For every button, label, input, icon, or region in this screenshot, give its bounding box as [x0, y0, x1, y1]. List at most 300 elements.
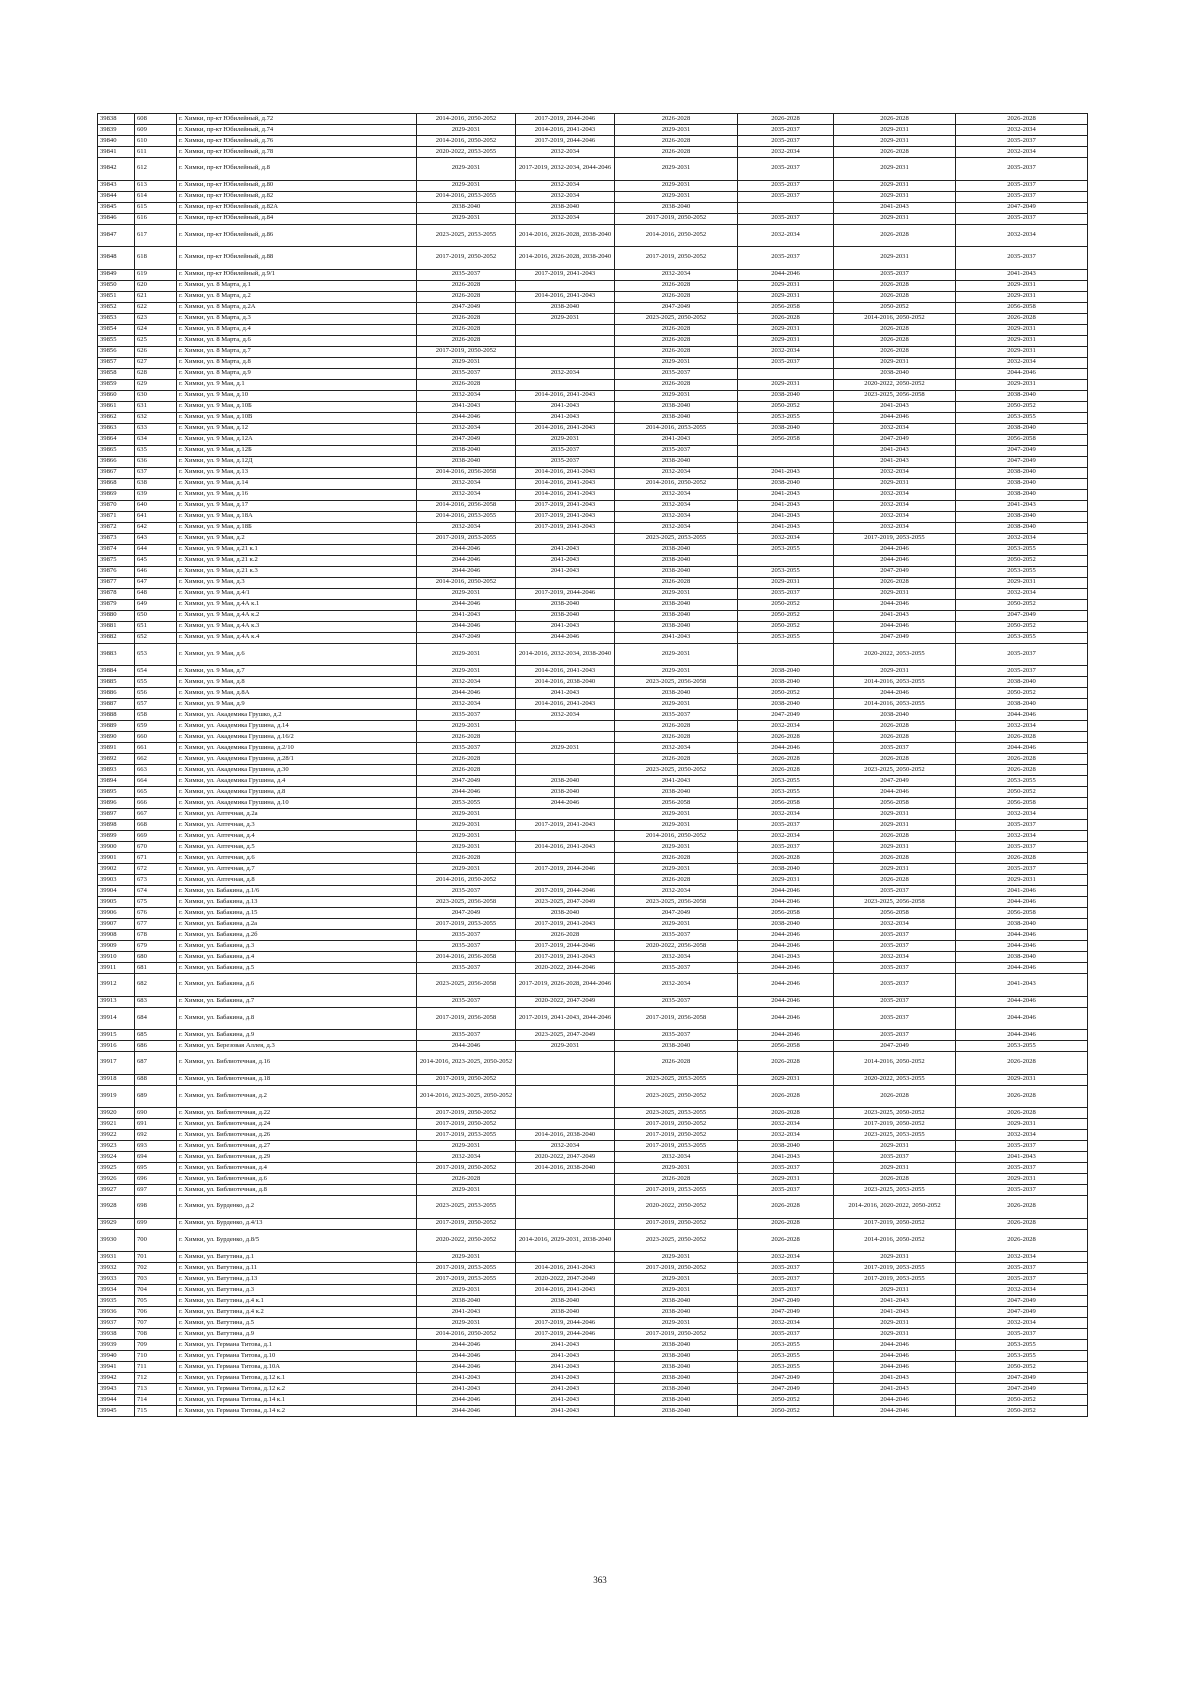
- table-row: [98, 875, 1088, 886]
- row-id-cell: 39887: [98, 699, 135, 710]
- period-cell: 2035-2037: [956, 213, 1088, 224]
- period-cell: 2023-2025, 2047-2049: [516, 897, 615, 908]
- period-cell: 2029-2031: [834, 478, 956, 489]
- period-cell: 2035-2037: [738, 1285, 834, 1296]
- period-cell: 2038-2040: [615, 1384, 738, 1395]
- period-cell: 2050-2052: [738, 599, 834, 610]
- period-cell: 2044-2046: [834, 688, 956, 699]
- period-cell: 2038-2040: [738, 699, 834, 710]
- row-number-cell: 689: [135, 1085, 177, 1108]
- row-number-cell: 713: [135, 1384, 177, 1395]
- period-cell: 2044-2046: [834, 1340, 956, 1351]
- period-cell: 2038-2040: [615, 401, 738, 412]
- period-cell: 2047-2049: [956, 1384, 1088, 1395]
- period-cell: 2026-2028: [738, 1196, 834, 1219]
- period-cell: 2053-2055: [956, 776, 1088, 787]
- row-number-cell: 641: [135, 511, 177, 522]
- period-cell: 2035-2037: [738, 136, 834, 147]
- period-cell: 2038-2040: [738, 919, 834, 930]
- period-cell: 2017-2019, 2041-2043: [516, 500, 615, 511]
- period-cell: 2029-2031: [615, 191, 738, 202]
- period-cell: 2017-2019, 2041-2043: [516, 919, 615, 930]
- row-number-cell: 682: [135, 974, 177, 997]
- period-cell: 2029-2031: [834, 666, 956, 677]
- row-number-cell: 697: [135, 1185, 177, 1196]
- period-cell: 2026-2028: [834, 721, 956, 732]
- address-cell: г. Химки, ул. Библиотечная, д.22: [177, 1108, 417, 1119]
- period-cell: 2026-2028: [834, 831, 956, 842]
- period-cell: 2044-2046: [956, 368, 1088, 379]
- period-cell: 2041-2043: [516, 401, 615, 412]
- table-row: [98, 963, 1088, 974]
- row-number-cell: 662: [135, 754, 177, 765]
- row-id-cell: 39894: [98, 776, 135, 787]
- period-cell: 2032-2034: [834, 500, 956, 511]
- period-cell: 2038-2040: [615, 202, 738, 213]
- period-cell: 2017-2019, 2044-2046: [516, 114, 615, 125]
- period-cell: 2014-2016, 2050-2052: [417, 136, 516, 147]
- period-cell: 2041-2043: [834, 456, 956, 467]
- period-cell: 2041-2043: [834, 202, 956, 213]
- period-cell: 2047-2049: [738, 1384, 834, 1395]
- table-row: [98, 180, 1088, 191]
- period-cell: 2041-2043: [956, 500, 1088, 511]
- table-row: [98, 941, 1088, 952]
- period-cell: 2047-2049: [956, 610, 1088, 621]
- period-cell: 2035-2037: [956, 1141, 1088, 1152]
- row-id-cell: 39883: [98, 643, 135, 666]
- period-cell: 2035-2037: [738, 842, 834, 853]
- row-id-cell: 39869: [98, 489, 135, 500]
- period-cell: 2026-2028: [956, 765, 1088, 776]
- row-number-cell: 618: [135, 247, 177, 270]
- address-cell: г. Химки, пр-кт Юбилейный, д.84: [177, 213, 417, 224]
- row-id-cell: 39928: [98, 1196, 135, 1219]
- period-cell: 2041-2043: [834, 401, 956, 412]
- period-cell: 2014-2016, 2053-2055: [834, 699, 956, 710]
- period-cell: 2026-2028: [615, 1052, 738, 1075]
- row-id-cell: 39912: [98, 974, 135, 997]
- period-cell: 2023-2025, 2053-2055: [615, 533, 738, 544]
- period-cell: 2026-2028: [738, 1052, 834, 1075]
- period-cell: 2044-2046: [956, 963, 1088, 974]
- table-row: [98, 1351, 1088, 1362]
- address-cell: г. Химки, ул. Академика Грушина, д.16/2: [177, 732, 417, 743]
- period-cell: 2032-2034: [615, 886, 738, 897]
- period-cell: 2041-2043: [417, 1373, 516, 1384]
- page-number: 363: [593, 1575, 607, 1585]
- period-cell: 2017-2019, 2056-2058: [417, 1007, 516, 1030]
- period-cell: 2038-2040: [615, 1041, 738, 1052]
- period-cell: 2026-2028: [738, 114, 834, 125]
- period-cell: 2026-2028: [615, 147, 738, 158]
- address-cell: г. Химки, ул. 8 Марта, д.9: [177, 368, 417, 379]
- row-number-cell: 695: [135, 1163, 177, 1174]
- period-cell: 2038-2040: [615, 1340, 738, 1351]
- row-number-cell: 670: [135, 842, 177, 853]
- address-cell: г. Химки, ул. Ватутина, д.3: [177, 1285, 417, 1296]
- row-id-cell: 39864: [98, 434, 135, 445]
- table-row: [98, 632, 1088, 643]
- period-cell: 2035-2037: [516, 456, 615, 467]
- period-cell: 2044-2046: [738, 996, 834, 1007]
- period-cell: 2026-2028: [615, 379, 738, 390]
- period-cell: 2044-2046: [417, 1340, 516, 1351]
- period-cell: 2035-2037: [834, 1007, 956, 1030]
- table-row: [98, 434, 1088, 445]
- period-cell: 2023-2025, 2050-2052: [834, 1108, 956, 1119]
- schedule-table: [97, 113, 1088, 1417]
- period-cell: 2044-2046: [417, 599, 516, 610]
- period-cell: 2038-2040: [615, 1351, 738, 1362]
- period-cell: 2053-2055: [738, 1362, 834, 1373]
- period-cell: 2029-2031: [417, 831, 516, 842]
- period-cell: 2047-2049: [417, 434, 516, 445]
- row-number-cell: 649: [135, 599, 177, 610]
- row-number-cell: 712: [135, 1373, 177, 1384]
- table-row: [98, 147, 1088, 158]
- address-cell: г. Химки, пр-кт Юбилейный, д.86: [177, 224, 417, 247]
- row-id-cell: 39935: [98, 1296, 135, 1307]
- table-row: [98, 798, 1088, 809]
- period-cell: 2044-2046: [738, 941, 834, 952]
- address-cell: г. Химки, ул. Бурденко, д.8/5: [177, 1229, 417, 1252]
- period-cell: 2029-2031: [956, 1174, 1088, 1185]
- period-cell: 2032-2034: [956, 147, 1088, 158]
- period-cell: 2029-2031: [417, 666, 516, 677]
- row-id-cell: 39895: [98, 787, 135, 798]
- period-cell: 2041-2043: [516, 1373, 615, 1384]
- address-cell: г. Химки, ул. 9 Мая, д.4А к.3: [177, 621, 417, 632]
- table-row: [98, 478, 1088, 489]
- period-cell: 2050-2052: [738, 1395, 834, 1406]
- period-cell: 2044-2046: [834, 412, 956, 423]
- row-id-cell: 39889: [98, 721, 135, 732]
- period-cell: 2038-2040: [956, 390, 1088, 401]
- period-cell: 2044-2046: [417, 1362, 516, 1373]
- address-cell: г. Химки, ул. 9 Мая, д.12: [177, 423, 417, 434]
- period-cell: 2047-2049: [834, 632, 956, 643]
- period-cell: 2044-2046: [417, 787, 516, 798]
- row-number-cell: 671: [135, 853, 177, 864]
- period-cell: 2035-2037: [738, 588, 834, 599]
- period-cell: 2038-2040: [516, 202, 615, 213]
- period-cell: 2029-2031: [615, 1285, 738, 1296]
- period-cell: 2047-2049: [417, 632, 516, 643]
- period-cell: 2035-2037: [956, 1163, 1088, 1174]
- period-cell: 2035-2037: [417, 1030, 516, 1041]
- table-row: [98, 1329, 1088, 1340]
- period-cell: 2044-2046: [956, 996, 1088, 1007]
- table-row: [98, 324, 1088, 335]
- address-cell: г. Химки, ул. 9 Мая, д.16: [177, 489, 417, 500]
- period-cell: 2038-2040: [615, 456, 738, 467]
- period-cell: 2038-2040: [956, 489, 1088, 500]
- period-cell: [516, 765, 615, 776]
- period-cell: 2020-2022, 2047-2049: [516, 1152, 615, 1163]
- address-cell: г. Химки, ул. 8 Марта, д.7: [177, 346, 417, 357]
- period-cell: 2041-2043: [516, 621, 615, 632]
- address-cell: г. Химки, ул. Ватутина, д.4 к.1: [177, 1296, 417, 1307]
- period-cell: 2023-2025, 2053-2055: [417, 224, 516, 247]
- period-cell: 2035-2037: [417, 930, 516, 941]
- table-row: [98, 1285, 1088, 1296]
- period-cell: 2032-2034: [417, 1152, 516, 1163]
- period-cell: 2044-2046: [834, 599, 956, 610]
- period-cell: 2038-2040: [615, 1296, 738, 1307]
- row-id-cell: 39845: [98, 202, 135, 213]
- period-cell: 2041-2043: [956, 269, 1088, 280]
- address-cell: г. Химки, ул. 9 Мая, д.12Б: [177, 445, 417, 456]
- row-id-cell: 39900: [98, 842, 135, 853]
- period-cell: 2053-2055: [956, 1340, 1088, 1351]
- table-row: [98, 710, 1088, 721]
- period-cell: 2044-2046: [738, 963, 834, 974]
- period-cell: 2029-2031: [615, 1252, 738, 1263]
- period-cell: 2035-2037: [956, 158, 1088, 181]
- row-id-cell: 39897: [98, 809, 135, 820]
- period-cell: 2017-2019, 2053-2055: [615, 1185, 738, 1196]
- row-id-cell: 39914: [98, 1007, 135, 1030]
- period-cell: 2032-2034: [738, 1252, 834, 1263]
- row-number-cell: 629: [135, 379, 177, 390]
- period-cell: 2017-2019, 2050-2052: [417, 1163, 516, 1174]
- row-id-cell: 39937: [98, 1318, 135, 1329]
- period-cell: 2035-2037: [738, 247, 834, 270]
- period-cell: 2035-2037: [834, 269, 956, 280]
- row-id-cell: 39917: [98, 1052, 135, 1075]
- period-cell: 2026-2028: [738, 1218, 834, 1229]
- row-id-cell: 39848: [98, 247, 135, 270]
- row-number-cell: 647: [135, 577, 177, 588]
- period-cell: 2026-2028: [956, 1196, 1088, 1219]
- period-cell: 2053-2055: [417, 798, 516, 809]
- period-cell: 2017-2019, 2053-2055: [834, 1263, 956, 1274]
- period-cell: 2026-2028: [834, 732, 956, 743]
- row-number-cell: 686: [135, 1041, 177, 1052]
- row-number-cell: 700: [135, 1229, 177, 1252]
- row-number-cell: 624: [135, 324, 177, 335]
- period-cell: 2041-2043: [516, 1340, 615, 1351]
- period-cell: 2029-2031: [417, 842, 516, 853]
- period-cell: 2056-2058: [738, 908, 834, 919]
- row-number-cell: 651: [135, 621, 177, 632]
- address-cell: г. Химки, ул. 8 Марта, д.3: [177, 313, 417, 324]
- table-row: [98, 158, 1088, 181]
- period-cell: 2014-2016, 2050-2052: [834, 1229, 956, 1252]
- row-number-cell: 666: [135, 798, 177, 809]
- period-cell: 2029-2031: [417, 357, 516, 368]
- period-cell: 2032-2034: [417, 390, 516, 401]
- period-cell: 2029-2031: [615, 357, 738, 368]
- period-cell: 2053-2055: [738, 1340, 834, 1351]
- row-id-cell: 39911: [98, 963, 135, 974]
- period-cell: 2029-2031: [834, 809, 956, 820]
- row-id-cell: 39852: [98, 302, 135, 313]
- period-cell: 2017-2019, 2050-2052: [615, 1263, 738, 1274]
- row-id-cell: 39913: [98, 996, 135, 1007]
- period-cell: 2029-2031: [738, 291, 834, 302]
- period-cell: 2029-2031: [417, 809, 516, 820]
- table-row: [98, 1052, 1088, 1075]
- period-cell: 2029-2031: [417, 1252, 516, 1263]
- period-cell: 2032-2034: [738, 809, 834, 820]
- period-cell: 2035-2037: [417, 996, 516, 1007]
- period-cell: [516, 1185, 615, 1196]
- period-cell: 2053-2055: [956, 544, 1088, 555]
- table-row: [98, 1030, 1088, 1041]
- address-cell: г. Химки, ул. Ватутина, д.11: [177, 1263, 417, 1274]
- table-row: [98, 379, 1088, 390]
- period-cell: 2038-2040: [738, 666, 834, 677]
- period-cell: 2023-2025, 2056-2058: [417, 897, 516, 908]
- row-number-cell: 660: [135, 732, 177, 743]
- period-cell: 2044-2046: [834, 621, 956, 632]
- address-cell: г. Химки, ул. 9 Мая, д.4/1: [177, 588, 417, 599]
- address-cell: г. Химки, ул. Библиотечная, д.2: [177, 1085, 417, 1108]
- period-cell: 2023-2025, 2053-2055: [834, 1130, 956, 1141]
- period-cell: 2026-2028: [738, 313, 834, 324]
- table-row: [98, 335, 1088, 346]
- period-cell: 2017-2019, 2050-2052: [417, 346, 516, 357]
- table-row: [98, 390, 1088, 401]
- row-number-cell: 644: [135, 544, 177, 555]
- period-cell: 2029-2031: [516, 434, 615, 445]
- row-number-cell: 632: [135, 412, 177, 423]
- period-cell: 2038-2040: [516, 1307, 615, 1318]
- period-cell: 2035-2037: [834, 963, 956, 974]
- period-cell: 2029-2031: [615, 180, 738, 191]
- row-id-cell: 39906: [98, 908, 135, 919]
- period-cell: 2020-2022, 2047-2049: [516, 996, 615, 1007]
- period-cell: 2044-2046: [417, 566, 516, 577]
- row-number-cell: 630: [135, 390, 177, 401]
- period-cell: 2026-2028: [738, 1229, 834, 1252]
- period-cell: [738, 555, 834, 566]
- period-cell: 2023-2025, 2050-2052: [615, 313, 738, 324]
- period-cell: 2044-2046: [417, 555, 516, 566]
- row-number-cell: 636: [135, 456, 177, 467]
- period-cell: 2014-2016, 2026-2028, 2038-2040: [516, 247, 615, 270]
- period-cell: 2014-2016, 2041-2043: [516, 423, 615, 434]
- address-cell: г. Химки, пр-кт Юбилейный, д.72: [177, 114, 417, 125]
- period-cell: 2014-2016, 2020-2022, 2050-2052: [834, 1196, 956, 1219]
- period-cell: 2035-2037: [956, 191, 1088, 202]
- table-row: [98, 511, 1088, 522]
- period-cell: 2041-2043: [738, 952, 834, 963]
- period-cell: 2026-2028: [615, 136, 738, 147]
- period-cell: 2029-2031: [417, 125, 516, 136]
- table-row: [98, 743, 1088, 754]
- address-cell: г. Химки, ул. Ватутина, д.5: [177, 1318, 417, 1329]
- period-cell: 2017-2019, 2044-2046: [516, 864, 615, 875]
- period-cell: 2041-2043: [834, 1384, 956, 1395]
- period-cell: 2053-2055: [738, 566, 834, 577]
- table-row: [98, 1007, 1088, 1030]
- period-cell: 2026-2028: [834, 577, 956, 588]
- row-number-cell: 668: [135, 820, 177, 831]
- row-id-cell: 39876: [98, 566, 135, 577]
- period-cell: 2032-2034: [615, 511, 738, 522]
- row-id-cell: 39932: [98, 1263, 135, 1274]
- row-id-cell: 39843: [98, 180, 135, 191]
- period-cell: 2017-2019, 2050-2052: [615, 247, 738, 270]
- period-cell: 2029-2031: [834, 864, 956, 875]
- row-number-cell: 690: [135, 1108, 177, 1119]
- period-cell: 2029-2031: [615, 588, 738, 599]
- period-cell: 2041-2043: [738, 500, 834, 511]
- table-row: [98, 136, 1088, 147]
- period-cell: 2017-2019, 2050-2052: [615, 1329, 738, 1340]
- table-row: [98, 1163, 1088, 1174]
- address-cell: г. Химки, ул. Германа Титова, д.14 к.2: [177, 1406, 417, 1417]
- address-cell: г. Химки, ул. Бабакина, д.3: [177, 941, 417, 952]
- row-id-cell: 39880: [98, 610, 135, 621]
- row-number-cell: 646: [135, 566, 177, 577]
- period-cell: 2029-2031: [615, 1318, 738, 1329]
- period-cell: 2038-2040: [615, 599, 738, 610]
- period-cell: 2038-2040: [615, 787, 738, 798]
- period-cell: 2050-2052: [738, 1406, 834, 1417]
- row-id-cell: 39867: [98, 467, 135, 478]
- row-id-cell: 39926: [98, 1174, 135, 1185]
- period-cell: [516, 1196, 615, 1219]
- period-cell: 2035-2037: [738, 180, 834, 191]
- row-number-cell: 608: [135, 114, 177, 125]
- address-cell: г. Химки, ул. Германа Титова, д.14 к.1: [177, 1395, 417, 1406]
- period-cell: 2032-2034: [516, 180, 615, 191]
- period-cell: 2041-2043: [738, 522, 834, 533]
- period-cell: 2020-2022, 2044-2046: [516, 963, 615, 974]
- period-cell: 2038-2040: [956, 467, 1088, 478]
- address-cell: г. Химки, ул. 8 Марта, д.2: [177, 291, 417, 302]
- period-cell: [516, 1218, 615, 1229]
- address-cell: г. Химки, ул. Бабакина, д.15: [177, 908, 417, 919]
- row-number-cell: 706: [135, 1307, 177, 1318]
- period-cell: 2014-2016, 2041-2043: [516, 390, 615, 401]
- table-row: [98, 423, 1088, 434]
- address-cell: г. Химки, ул. 9 Мая, д.18А: [177, 511, 417, 522]
- period-cell: 2026-2028: [956, 1218, 1088, 1229]
- period-cell: 2017-2019, 2050-2052: [417, 247, 516, 270]
- row-number-cell: 643: [135, 533, 177, 544]
- address-cell: г. Химки, ул. 9 Мая, д.2: [177, 533, 417, 544]
- row-id-cell: 39910: [98, 952, 135, 963]
- period-cell: 2017-2019, 2041-2043: [516, 511, 615, 522]
- period-cell: 2017-2019, 2053-2055: [834, 1274, 956, 1285]
- table-row: [98, 721, 1088, 732]
- table-row: [98, 500, 1088, 511]
- period-cell: [516, 357, 615, 368]
- address-cell: г. Химки, ул. 9 Мая, д.6: [177, 643, 417, 666]
- period-cell: [516, 1074, 615, 1085]
- period-cell: 2047-2049: [956, 445, 1088, 456]
- address-cell: г. Химки, ул. Библиотечная, д.26: [177, 1130, 417, 1141]
- table-row: [98, 831, 1088, 842]
- period-cell: 2014-2016, 2050-2052: [417, 114, 516, 125]
- period-cell: 2032-2034: [417, 489, 516, 500]
- table-row: [98, 699, 1088, 710]
- period-cell: 2032-2034: [516, 191, 615, 202]
- period-cell: 2026-2028: [834, 280, 956, 291]
- address-cell: г. Химки, ул. Библиотечная, д.6: [177, 1174, 417, 1185]
- period-cell: 2029-2031: [615, 919, 738, 930]
- row-number-cell: 619: [135, 269, 177, 280]
- period-cell: 2029-2031: [834, 1163, 956, 1174]
- period-cell: 2032-2034: [956, 1318, 1088, 1329]
- period-cell: 2014-2016, 2038-2040: [516, 677, 615, 688]
- period-cell: 2032-2034: [615, 467, 738, 478]
